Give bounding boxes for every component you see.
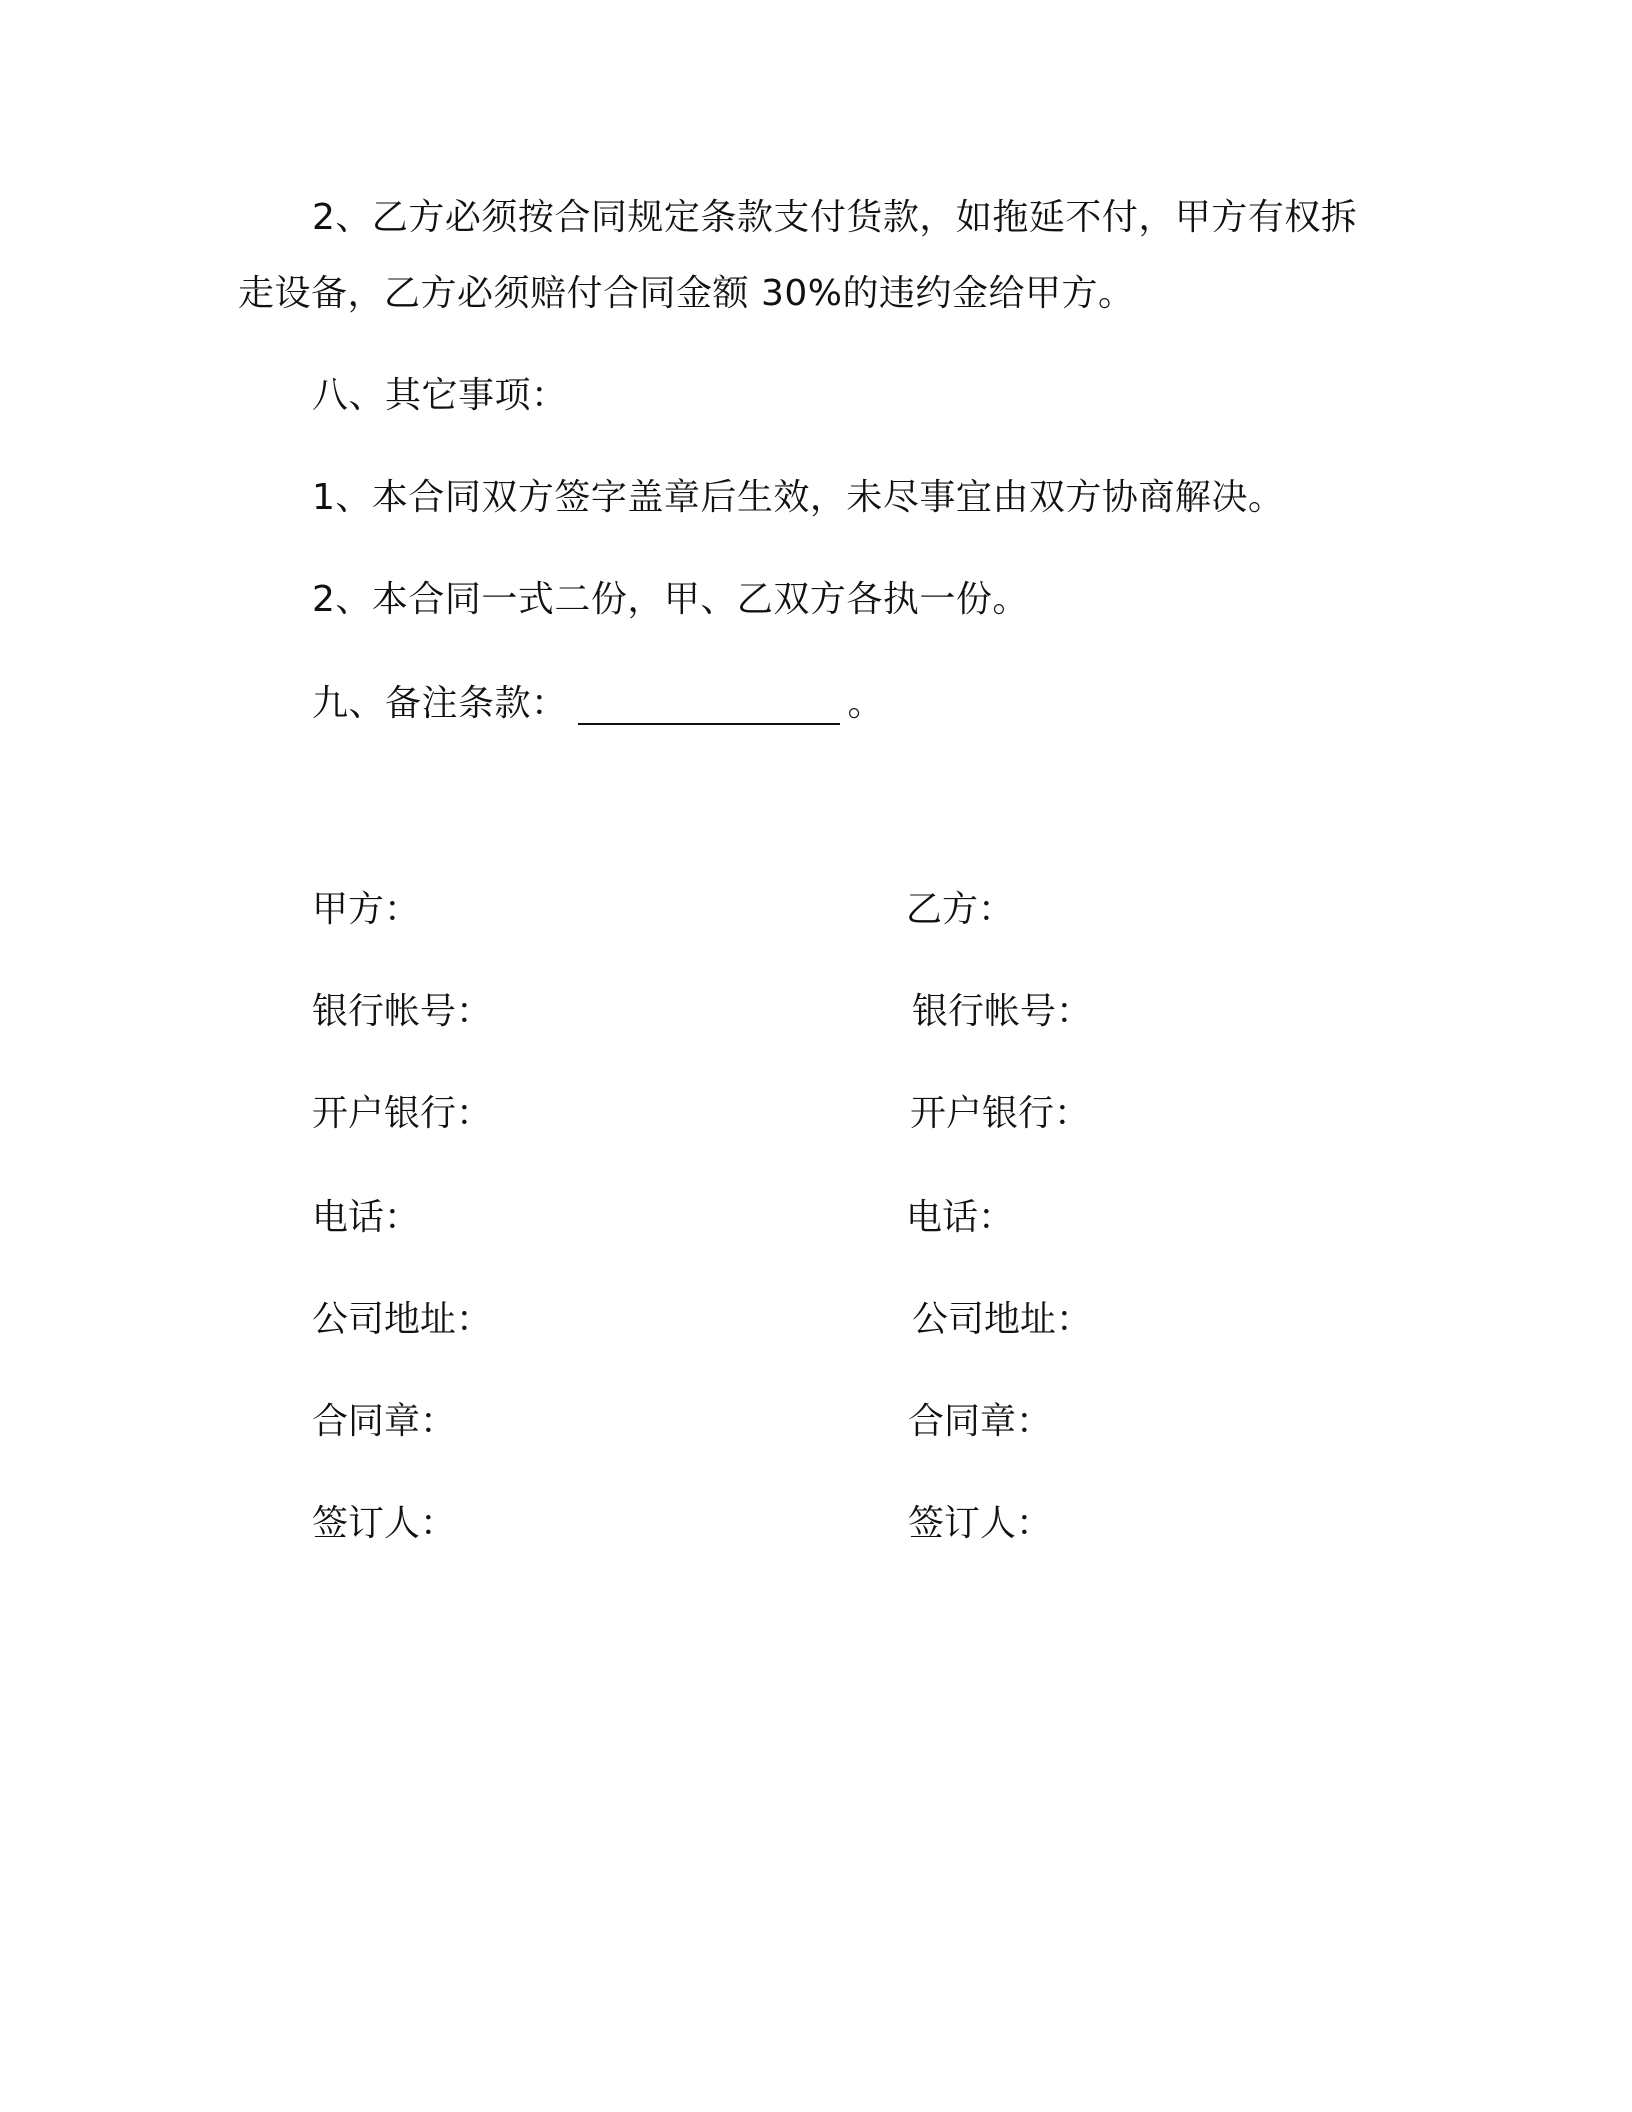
party-a-address-label: 公司地址： [312, 1299, 493, 1340]
party-b-seal-label: 合同章： [908, 1401, 1053, 1442]
remarks-blank-line[interactable] [578, 683, 840, 725]
clause-8-1: 1、本合同双方签字盖章后生效，未尽事宜由双方协商解决。 [312, 477, 1285, 518]
party-a-label: 甲方： [312, 889, 421, 930]
party-b-bank-label: 开户银行： [910, 1093, 1091, 1134]
party-a-account-label: 银行帐号： [312, 991, 493, 1032]
party-a-signer-label: 签订人： [312, 1503, 457, 1544]
party-b-phone-label: 电话： [906, 1197, 1015, 1238]
section-9-remarks [312, 680, 884, 728]
party-b-account-label: 银行帐号： [912, 991, 1093, 1032]
clause-7-2-line-1: 2、乙方必须按合同规定条款支付货款，如拖延不付，甲方有权拆 [312, 197, 1358, 238]
party-a-bank-label: 开户银行： [312, 1093, 493, 1134]
party-b-label: 乙方： [906, 889, 1015, 930]
section-9-label: 九、备注条款： [312, 683, 568, 724]
party-a-phone-label: 电话： [312, 1197, 421, 1238]
clause-8-2: 2、本合同一式二份，甲、乙双方各执一份。 [312, 579, 1029, 620]
section-8-heading: 八、其它事项： [312, 375, 568, 416]
party-b-signer-label: 签订人： [908, 1503, 1053, 1544]
party-a-seal-label: 合同章： [312, 1401, 457, 1442]
section-9-end: 。 [847, 683, 885, 724]
clause-7-2-line-2: 走设备，乙方必须赔付合同金额 30%的违约金给甲方。 [238, 273, 1135, 314]
party-b-address-label: 公司地址： [912, 1299, 1093, 1340]
